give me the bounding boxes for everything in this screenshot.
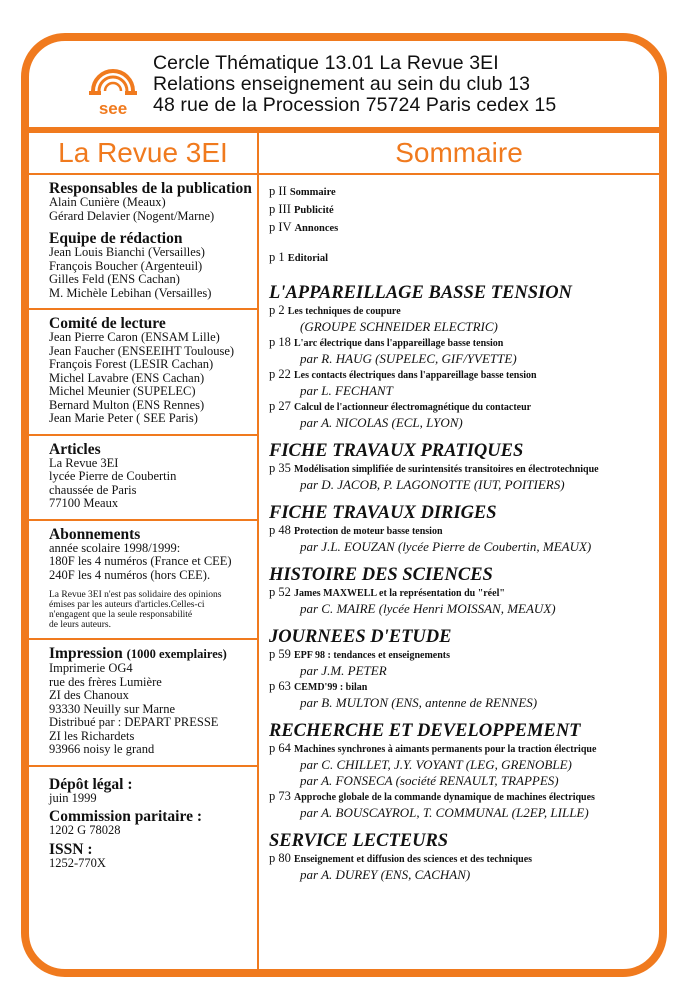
depot-value: juin 1999: [49, 790, 97, 805]
impression-line: ZI les Richardets: [49, 728, 135, 743]
article-entry: p 63 CEMD'99 : bilan: [269, 679, 368, 693]
impression-line: Distribué par : DEPART PRESSE: [49, 715, 219, 729]
article-entry: p 27 Calcul de l'actionneur électromagnétique du contacteur: [269, 399, 532, 413]
section-title: RECHERCHE ET DEVELOPPEMENT: [269, 721, 581, 741]
disclaimer-line: n'engagent que la seule responsabilité: [49, 610, 193, 620]
impression-line: 93966 noisy le grand: [49, 742, 155, 756]
impression-heading: Impression (1000 exemplaires): [49, 645, 227, 662]
article-author: par A. NICOLAS (ECL, LYON): [300, 415, 463, 430]
revue-title: La Revue 3EI: [58, 137, 228, 168]
article-author: par A. BOUSCAYROL, T. COMMUNAL (L2EP, LILLE): [300, 805, 589, 820]
staff-name: M. Michèle Lebihan (Versailles): [49, 285, 212, 300]
section-title: JOURNEES D'ETUDE: [269, 627, 452, 647]
staff-name: François Boucher (Argenteuil): [49, 258, 203, 273]
comite-heading: Comité de lecture: [49, 315, 166, 332]
address-line: chaussée de Paris: [49, 482, 137, 497]
address-line: La Revue 3EI: [49, 455, 119, 470]
disclaimer: [49, 590, 257, 630]
article-author: par L. FECHANT: [300, 383, 393, 398]
sommaire-column: [269, 183, 659, 883]
disclaimer-line: La Revue 3EI n'est pas solidaire des opinions: [49, 590, 222, 600]
articles-section: [29, 436, 257, 521]
abonnement-line: année scolaire 1998/1999:: [49, 540, 181, 555]
abonnements-heading: Abonnements: [49, 525, 141, 543]
equipe-heading: Equipe de rédaction: [49, 230, 183, 247]
page-frame: [21, 33, 667, 977]
editorial-item: p 1 Editorial: [269, 250, 329, 264]
article-entry: p 52 James MAXWELL et la représentation du "réel": [269, 585, 505, 599]
comite-name: Michel Lavabre (ENS Cachan): [49, 370, 205, 385]
section-title: HISTOIRE DES SCIENCES: [269, 565, 493, 585]
header-address: [153, 53, 556, 116]
impression-line: ZI des Chanoux: [49, 688, 129, 702]
left-column: [29, 175, 257, 878]
impression-note: (1000 exemplaires): [126, 647, 227, 661]
comite-name: Bernard Multon (ENS Rennes): [49, 397, 205, 412]
header-line: Cercle Thématique 13.01 La Revue 3EI: [153, 52, 499, 74]
article-entry: p 64 Machines synchrones à aimants permanents pour la traction électrique: [269, 741, 597, 755]
article-entry: p 22 Les contacts électriques dans l'appareillage basse tension: [269, 367, 537, 381]
article-entry: p 35 Modélisation simplifiée de surintensités transitoires en électrotechnique: [269, 461, 599, 475]
comite-name: François Forest (LESIR Cachan): [49, 357, 214, 371]
article-entry: p 18 L'arc électrique dans l'appareillage basse tension: [269, 335, 504, 349]
article-entry: p 73 Approche globale de la commande dynamique de machines électriques: [269, 789, 595, 803]
section-title: SERVICE LECTEURS: [269, 831, 449, 851]
front-item: p II Sommaire: [269, 184, 336, 198]
comite-name: Jean Marie Peter ( SEE Paris): [49, 411, 198, 425]
article-author: (GROUPE SCHNEIDER ELECTRIC): [300, 319, 498, 334]
sommaire-title: Sommaire: [395, 137, 523, 168]
article-author: par D. JACOB, P. LAGONOTTE (IUT, POITIERS): [300, 477, 565, 492]
impression-line: rue des frères Lumière: [49, 674, 162, 689]
staff-name: Jean Louis Bianchi (Versailles): [49, 245, 205, 259]
articles-heading: Articles: [49, 440, 101, 458]
staff-name: Alain Cunière (Meaux): [49, 195, 166, 209]
article-author: par R. HAUG (SUPELEC, GIF/YVETTE): [300, 351, 517, 366]
article-author: par C. CHILLET, J.Y. VOYANT (LEG, GRENOBLE): [300, 757, 572, 772]
staff-section: [29, 175, 257, 310]
header: [29, 41, 659, 133]
header-line: 48 rue de la Procession 75724 Paris cedex 15: [153, 94, 557, 116]
disclaimer-line: de leurs auteurs.: [49, 620, 111, 630]
front-item: p III Publicité: [269, 202, 334, 216]
column-divider: [257, 133, 259, 969]
section-title: L'APPAREILLAGE BASSE TENSION: [269, 283, 572, 303]
abonnement-line: 240F les 4 numéros (hors CEE).: [49, 567, 211, 582]
disclaimer-line: émises par les auteurs d'articles.Celles-ci: [49, 600, 205, 610]
comite-name: Jean Pierre Caron (ENSAM Lille): [49, 330, 220, 344]
article-entry: p 59 EPF 98 : tendances et enseignements: [269, 647, 450, 661]
issn-value: 1252-770X: [49, 855, 106, 870]
article-author: par A. DUREY (ENS, CACHAN): [300, 867, 471, 882]
title-bar: [29, 133, 659, 175]
legal-section: [29, 767, 257, 879]
front-item: p IV Annonces: [269, 220, 339, 234]
article-author: par J.L. EOUZAN (lycée Pierre de Coubertin, MEAUX): [300, 539, 592, 554]
address-line: lycée Pierre de Coubertin: [49, 469, 177, 483]
comite-section: [29, 310, 257, 436]
comite-name: Jean Faucher (ENSEEIHT Toulouse): [49, 343, 235, 358]
impression-line: Imprimerie OG4: [49, 661, 133, 675]
address-line: 77100 Meaux: [49, 496, 119, 510]
see-logo: [87, 61, 139, 117]
impression-section: [29, 640, 257, 767]
abonnement-line: 180F les 4 numéros (France et CEE): [49, 554, 232, 568]
article-entry: p 48 Protection de moteur basse tension: [269, 523, 443, 537]
staff-name: Gérard Delavier (Nogent/Marne): [49, 208, 215, 223]
section-title: FICHE TRAVAUX DIRIGES: [269, 503, 497, 523]
comite-name: Michel Meunier (SUPELEC): [49, 384, 196, 398]
commission-value: 1202 G 78028: [49, 823, 121, 837]
abonnements-section: [29, 521, 257, 641]
logo-text: see: [98, 99, 128, 117]
section-title: FICHE TRAVAUX PRATIQUES: [269, 441, 524, 461]
header-line: Relations enseignement au sein du club 13: [153, 73, 531, 95]
commission-heading: Commission paritaire :: [49, 808, 202, 825]
article-author: par C. MAIRE (lycée Henri MOISSAN, MEAUX): [300, 601, 556, 616]
staff-name: Gilles Feld (ENS Cachan): [49, 272, 180, 286]
article-entry: p 80 Enseignement et diffusion des sciences et des techniques: [269, 851, 533, 865]
article-entry: p 2 Les techniques de coupure: [269, 303, 401, 317]
issn-heading: ISSN :: [49, 840, 93, 858]
article-author: par A. FONSECA (société RENAULT, TRAPPES): [300, 773, 559, 788]
article-author: par J.M. PETER: [300, 663, 387, 678]
impression-line: 93330 Neuilly sur Marne: [49, 701, 176, 716]
article-author: par B. MULTON (ENS, antenne de RENNES): [300, 695, 538, 710]
depot-heading: Dépôt légal :: [49, 775, 133, 793]
responsables-heading: Responsables de la publication: [49, 180, 252, 197]
